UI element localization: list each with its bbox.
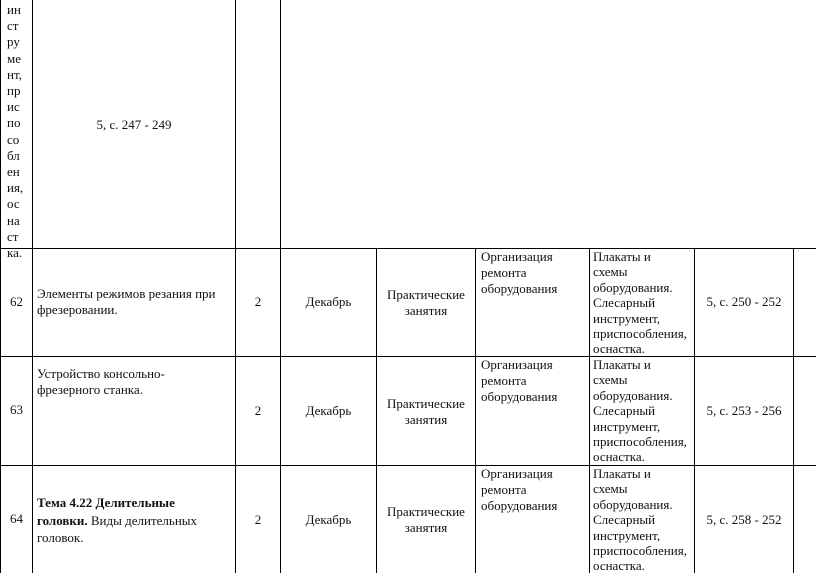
org-line: оборудования: [481, 281, 558, 296]
grid-line: [0, 356, 816, 357]
topic-cell: [37, 494, 233, 547]
type-line: Практические: [387, 504, 465, 519]
text-fragment: ст: [7, 228, 19, 244]
equip-line: приспособления,: [593, 434, 687, 450]
lesson-type-cell: [377, 396, 475, 428]
topic-line: фрезеровании.: [37, 302, 118, 317]
topic-line: Устройство консольно-: [37, 366, 165, 381]
text-fragment: ия,: [7, 180, 24, 196]
equip-line: оборудования.: [593, 387, 673, 403]
grid-line: [589, 248, 590, 573]
lesson-type-cell: [377, 287, 475, 319]
topic-line: фрезерного станка.: [37, 382, 143, 397]
equipment-cell: [593, 466, 693, 574]
topic-cell: [37, 366, 233, 398]
org-line: Организация: [481, 466, 553, 481]
equip-line: Слесарный: [593, 403, 656, 419]
equipment-cell: [593, 357, 693, 465]
equip-line: инструмент,: [593, 310, 661, 326]
hours-cell: 2: [254, 512, 262, 527]
type-line: Практические: [387, 396, 465, 411]
text-fragment: ст: [7, 18, 19, 34]
text-fragment: со: [7, 131, 20, 147]
equip-line: приспособления,: [593, 326, 687, 342]
organization-cell: [481, 357, 587, 405]
grid-line: [32, 0, 33, 573]
text-fragment: ка.: [7, 245, 23, 261]
equip-line: оснастка.: [593, 341, 645, 357]
reference-cell: 5, с. 247 - 249: [96, 117, 172, 132]
equip-line: инструмент,: [593, 527, 661, 543]
text-fragment: нт,: [7, 66, 22, 82]
equip-line: оснастка.: [593, 449, 645, 465]
text-fragment: пр: [7, 83, 21, 99]
grid-line: [793, 248, 794, 573]
equip-line: Слесарный: [593, 512, 656, 528]
equip-line: схемы: [593, 372, 628, 388]
text-fragment: бл: [7, 147, 20, 163]
grid-line: [235, 0, 236, 573]
text-fragment: ос: [7, 196, 20, 212]
topic-line: [37, 494, 233, 512]
text-fragment: ру: [7, 34, 20, 50]
equip-line: оборудования.: [593, 496, 673, 512]
org-line: Организация: [481, 249, 553, 264]
org-line: Организация: [481, 357, 553, 372]
type-line: занятия: [404, 412, 448, 427]
hours-cell: 2: [254, 294, 262, 309]
topic-heading: Тема 4.22 Делительные: [37, 495, 175, 510]
row-number: 62: [10, 294, 23, 309]
equip-line: Плакаты и: [593, 466, 651, 481]
equip-line: Плакаты и: [593, 357, 651, 372]
org-line: ремонта: [481, 265, 527, 280]
grid-line: [475, 248, 476, 573]
hours-cell: 2: [254, 403, 262, 418]
text-fragment: ин: [7, 2, 21, 17]
topic-line: головок.: [37, 530, 84, 545]
grid-line: [0, 248, 816, 249]
equip-line: схемы: [593, 264, 628, 280]
reference-cell: 5, с. 250 - 252: [706, 294, 782, 309]
month-cell: Декабрь: [305, 294, 352, 309]
grid-line: [280, 0, 281, 573]
equip-line: Плакаты и: [593, 249, 651, 264]
grid-line: [0, 0, 1, 573]
topic-cell: [37, 286, 233, 318]
text-fragment: ис: [7, 99, 20, 115]
equip-line: оборудования.: [593, 279, 673, 295]
equip-line: оснастка.: [593, 558, 645, 574]
month-cell: Декабрь: [305, 403, 352, 418]
row-number: 64: [10, 511, 23, 526]
month-cell: Декабрь: [305, 512, 352, 527]
reference-cell: 5, с. 258 - 252: [706, 512, 782, 527]
topic-text: Виды делительных: [87, 512, 198, 528]
org-line: оборудования: [481, 498, 558, 513]
org-line: ремонта: [481, 482, 527, 497]
type-line: Практические: [387, 287, 465, 302]
equip-line: схемы: [593, 481, 628, 497]
type-line: занятия: [404, 520, 448, 535]
text-fragment: ме: [7, 50, 21, 66]
topic-heading: головки.: [37, 512, 88, 528]
organization-cell: [481, 249, 587, 297]
equip-line: инструмент,: [593, 418, 661, 434]
text-fragment: на: [7, 212, 20, 228]
org-line: ремонта: [481, 373, 527, 388]
equip-line: приспособления,: [593, 543, 687, 559]
grid-line: [0, 465, 816, 466]
row-number: 63: [10, 402, 23, 417]
organization-cell: [481, 466, 587, 514]
topic-line: Элементы режимов резания при: [37, 286, 216, 301]
org-line: оборудования: [481, 389, 558, 404]
equipment-cell: [593, 249, 693, 357]
text-fragment: ен: [7, 164, 20, 180]
equip-line: Слесарный: [593, 295, 656, 311]
type-line: занятия: [404, 303, 448, 318]
vertical-text-cell: [7, 2, 31, 261]
lesson-type-cell: [377, 504, 475, 536]
reference-cell: 5, с. 253 - 256: [706, 403, 782, 418]
topic-line: [37, 512, 233, 530]
text-fragment: по: [7, 115, 21, 131]
